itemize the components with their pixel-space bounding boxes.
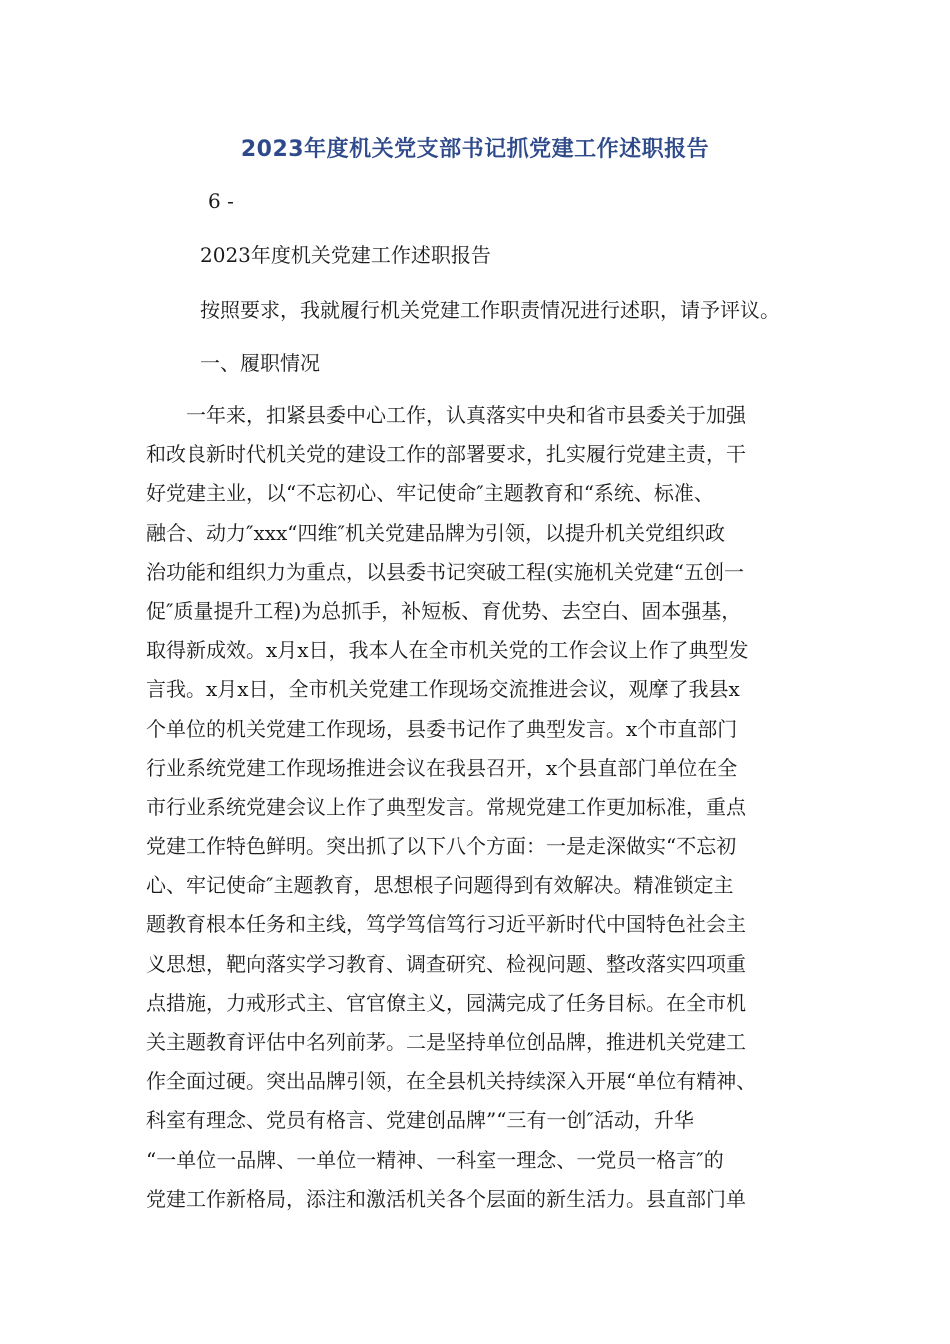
intro-paragraph: 按照要求，我就履行机关党建工作职责情况进行述职，请予评议。 [200,298,780,322]
body-line: 心、牢记使命″主题教育，思想根子问题得到有效解决。精准锁定主 [146,873,734,898]
body-line: 好党建主业，以“不忘初心、牢记使命″主题教育和“系统、标准、 [146,481,714,506]
body-line: 党建工作特色鲜明。突出抓了以下八个方面：一是走深做实“不忘初 [146,834,737,859]
page-marker: 6 - [208,189,234,213]
body-paragraph [146,400,806,1223]
section-heading: 一、履职情况 [200,351,320,375]
body-line: 行业系统党建工作现场推进会议在我县召开，x个县直部门单位在全 [146,755,738,780]
body-line: 党建工作新格局，添注和激活机关各个层面的新生活力。县直部门单 [146,1186,746,1211]
body-line: 一年来，扣紧县委中心工作，认真落实中央和省市县委关于加强 [146,403,746,427]
document-title: 2023年度机关党支部书记抓党建工作述职报告 [240,137,710,162]
body-line: 促″质量提升工程)为总抓手，补短板、育优势、去空白、固本强基， [146,598,742,623]
body-line: “一单位一品牌、一单位一精神、一科室一理念、一党员一格言″的 [146,1147,724,1172]
body-line: 融合、动力″xxx“四维″机关党建品牌为引领，以提升机关党组织政 [146,520,726,545]
document-subtitle: 2023年度机关党建工作述职报告 [200,243,491,267]
body-line: 题教育根本任务和主线，笃学笃信笃行习近平新时代中国特色社会主 [146,912,746,937]
body-line: 关主题教育评估中名列前茅。二是坚持单位创品牌，推进机关党建工 [146,1030,746,1054]
body-line: 治功能和组织力为重点，以县委书记突破工程(实施机关党建“五创一 [146,559,745,584]
body-line: 取得新成效。x月x日，我本人在全市机关党的工作会议上作了典型发 [146,638,749,663]
body-line: 市行业系统党建会议上作了典型发言。常规党建工作更加标准，重点 [146,794,746,819]
body-line: 作全面过硬。突出品牌引领，在全县机关持续深入开展“单位有精神、 [146,1069,757,1094]
body-line: 和改良新时代机关党的建设工作的部署要求，扎实履行党建主责，干 [146,442,746,467]
body-line: 科室有理念、党员有格言、党建创品牌”“三有一创″活动，升华 [146,1108,694,1133]
body-line: 个单位的机关党建工作现场，县委书记作了典型发言。x个市直部门 [146,716,738,741]
body-line: 言我。x月x日，全市机关党建工作现场交流推进会议，观摩了我县x [146,677,740,702]
body-line: 义思想，靶向落实学习教育、调查研究、检视问题、整改落实四项重 [146,951,746,976]
body-line: 点措施，力戒形式主、官官僚主义，园满完成了任务目标。在全市机 [146,990,746,1015]
